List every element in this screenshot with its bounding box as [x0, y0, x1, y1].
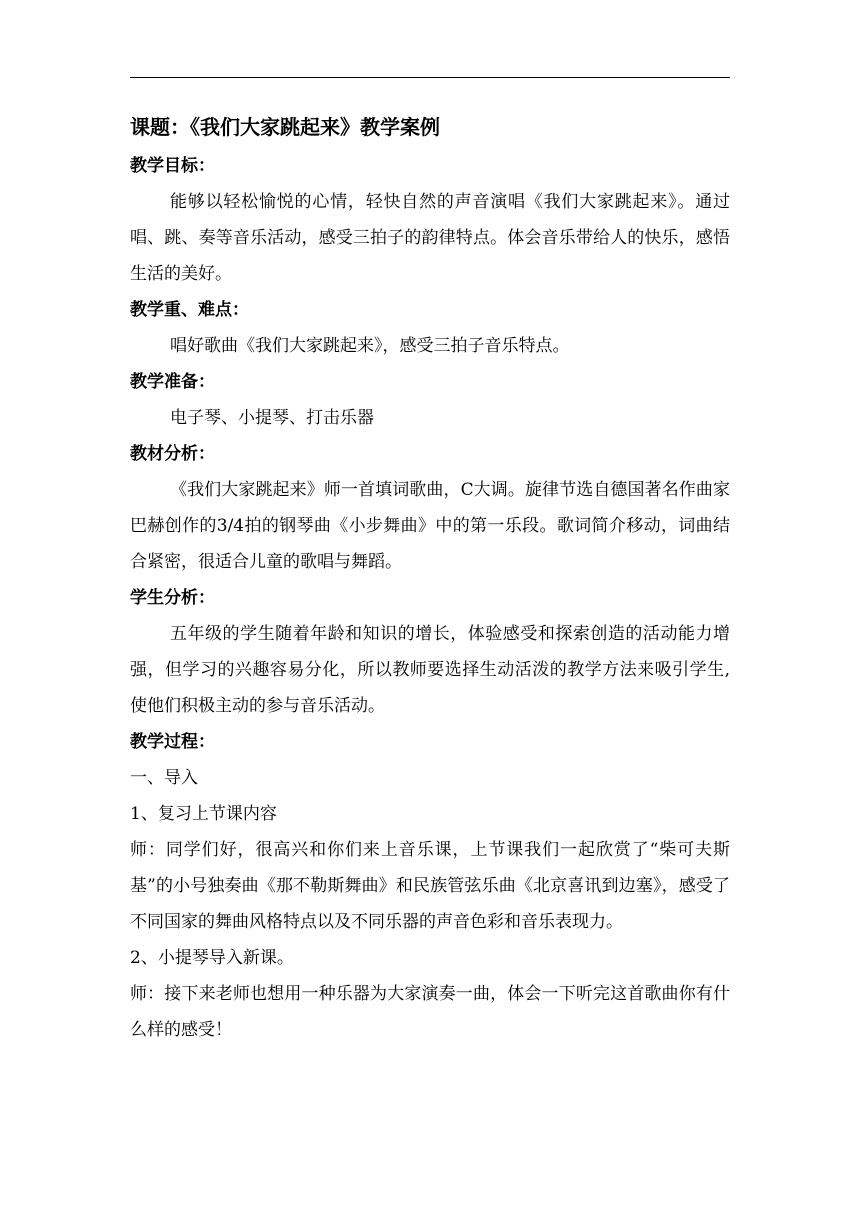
goals-text: 能够以轻松愉悦的心情，轻快自然的声音演唱《我们大家跳起来》。通过唱、跳、奏等音乐活动，感受三拍子的韵律特点。体会音乐带给人的快乐，感悟生活的美好。	[130, 192, 730, 284]
material-text: 《我们大家跳起来》师一首填词歌曲，C大调。旋律节选自德国著名作曲家巴赫创作的3/4拍的钢琴曲《小步舞曲》中的第一乐段。歌词简介移动，词曲结合紧密，很适合儿童的歌唱与舞蹈。	[130, 480, 730, 572]
preparation-text: 电子琴、小提琴、打击乐器	[170, 408, 374, 428]
heading-key-points: 教学重、难点：	[130, 300, 249, 320]
process-step-1: 一、导入	[130, 768, 198, 788]
heading-preparation: 教学准备：	[130, 372, 215, 392]
heading-goals: 教学目标：	[130, 156, 215, 176]
students-text: 五年级的学生随着年龄和知识的增长，体验感受和探索创造的活动能力增强，但学习的兴趣容易分化，所以教师要选择生动活泼的教学方法来吸引学生,使他们积极主动的参与音乐活动。	[130, 624, 730, 716]
process-dialogue-2: 师：接下来老师也想用一种乐器为大家演奏一曲，体会一下听完这首歌曲你有什么样的感受！	[130, 984, 730, 1040]
header-rule	[130, 77, 730, 78]
process-step-1-1: 1、复习上节课内容	[130, 804, 277, 824]
lesson-title: 课题：《我们大家跳起来》教学案例	[130, 115, 440, 139]
process-dialogue-1: 师：同学们好，很高兴和你们来上音乐课，上节课我们一起欣赏了“柴可夫斯基”的小号独奏曲《那不勒斯舞曲》和民族管弦乐曲《北京喜讯到边塞》，感受了不同国家的舞曲风格特点以及不同乐器的声音色彩和音乐表现力。	[130, 840, 730, 932]
heading-students: 学生分析：	[130, 588, 215, 608]
heading-material: 教材分析：	[130, 444, 215, 464]
process-step-1-2: 2、小提琴导入新课。	[130, 948, 294, 968]
document-body	[130, 106, 730, 1048]
heading-process: 教学过程：	[130, 732, 215, 752]
key-points-text: 唱好歌曲《我们大家跳起来》，感受三拍子音乐特点。	[170, 336, 570, 356]
